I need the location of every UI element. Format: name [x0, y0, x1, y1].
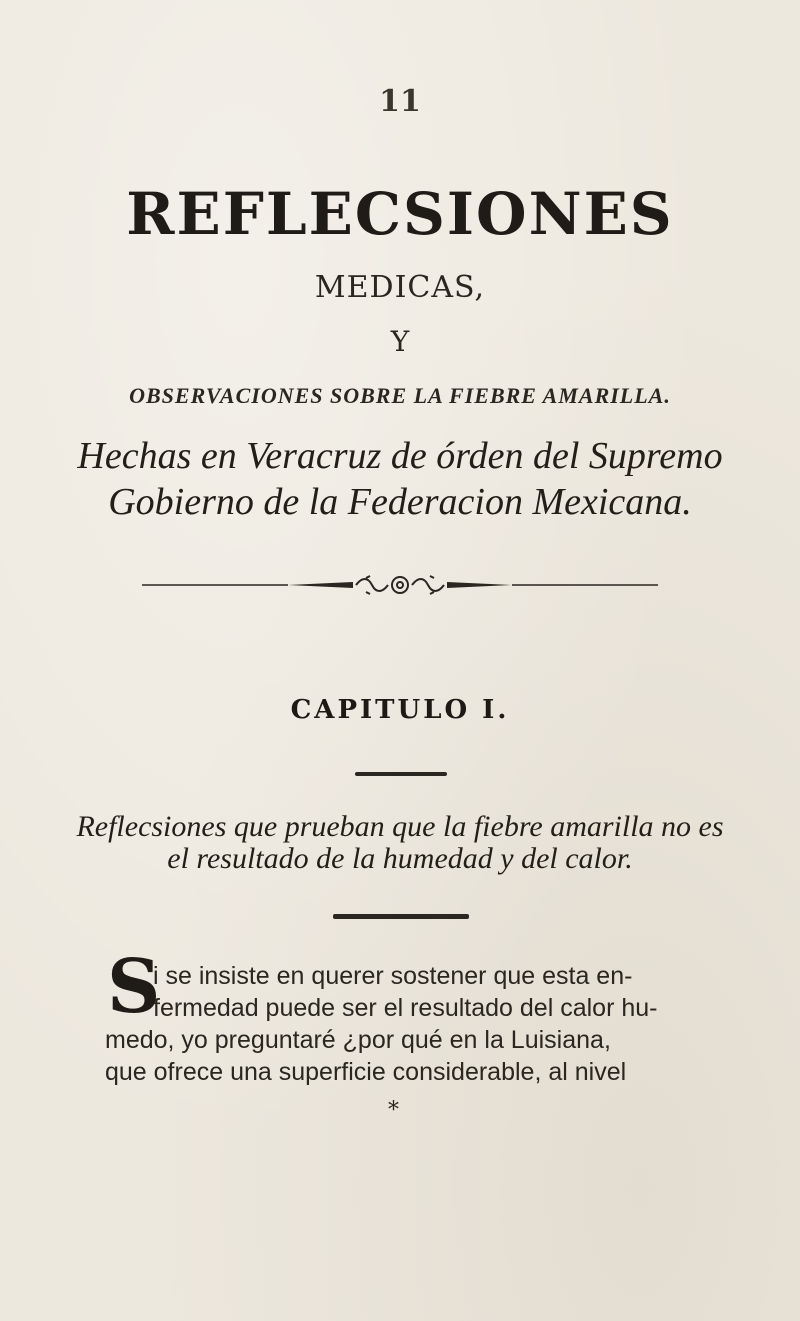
dropcap-letter: S — [107, 944, 161, 1030]
main-title: REFLECSIONES — [126, 180, 674, 248]
made-in-line-2: Gobierno de la Federacion Mexicana. — [108, 481, 692, 523]
conjunction: Y — [390, 325, 410, 358]
signature-mark: * — [388, 1098, 399, 1123]
ornament-divider-icon — [138, 574, 662, 596]
chapter-rule — [355, 772, 447, 776]
body-line-1: i se insiste en querer sostener que esta en- — [153, 962, 633, 990]
body-line-4: que ofrece una superficie considerable, al nivel — [105, 1058, 627, 1086]
subtitle-medicas: MEDICAS, — [314, 270, 486, 305]
body-line-3: medo, yo preguntaré ¿por qué en la Luisiana, — [105, 1026, 611, 1054]
subtitle-observations: OBSERVACIONES SOBRE LA FIEBRE AMARILLA. — [129, 383, 671, 408]
dropcap-box — [105, 944, 161, 1030]
body-line-2: fermedad puede ser el resultado del calor hu- — [153, 994, 658, 1022]
summary-line-2: el resultado de la humedad y del calor. — [167, 842, 633, 875]
made-in-line-1: Hechas en Veracruz de órden del Supremo — [77, 435, 723, 477]
made-in-statement — [0, 433, 800, 525]
body-paragraph — [105, 944, 705, 1088]
section-rule — [333, 914, 469, 919]
chapter-heading: CAPITULO I. — [290, 695, 510, 725]
chapter-summary — [0, 811, 800, 875]
page-number: 11 — [379, 84, 421, 119]
summary-line-1: Reflecsiones que prueban que la fiebre amarilla no es — [76, 810, 724, 843]
